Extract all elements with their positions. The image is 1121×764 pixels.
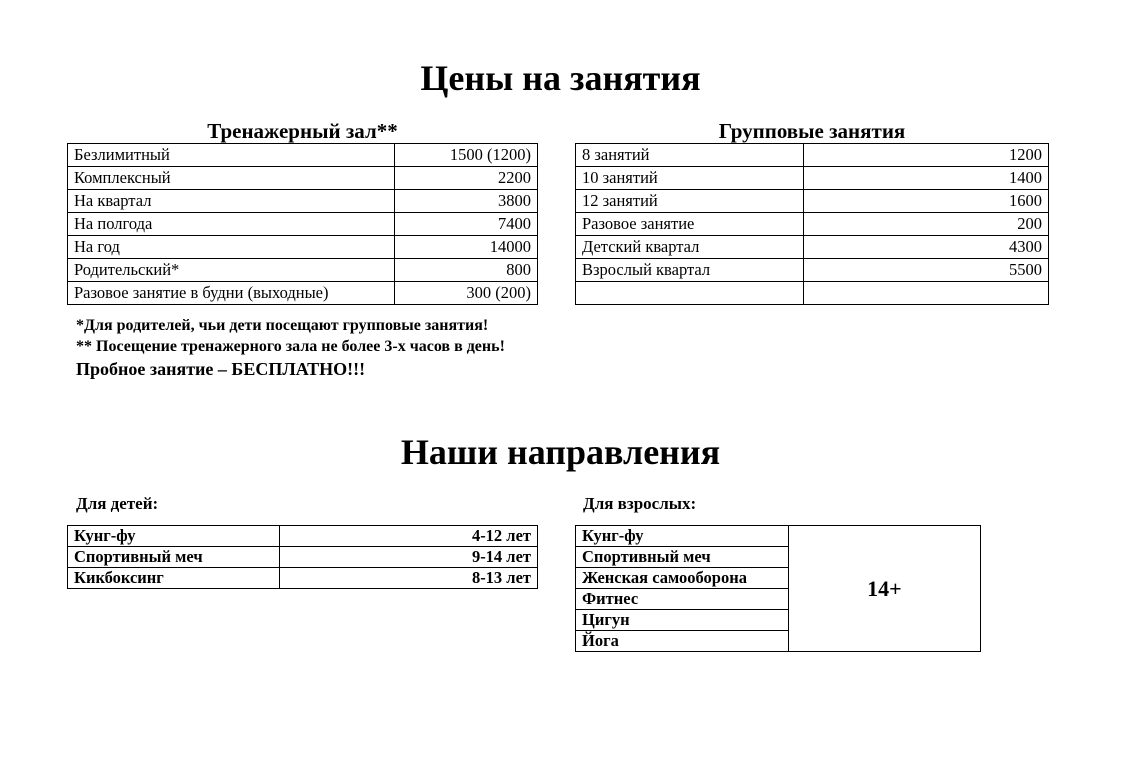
table-row xyxy=(68,259,538,282)
class-package-price: 1600 xyxy=(803,190,1048,213)
membership-name: На год xyxy=(68,236,395,259)
class-package-name: Разовое занятие xyxy=(576,213,804,236)
directions-title: Наши направления xyxy=(400,432,721,472)
adults-age: 14+ xyxy=(788,526,980,652)
table-row xyxy=(576,190,1049,213)
table-row xyxy=(576,144,1049,167)
membership-name: Безлимитный xyxy=(68,144,395,167)
direction-name: Кунг-фу xyxy=(576,526,789,547)
class-package-name: Взрослый квартал xyxy=(576,259,804,282)
direction-name: Фитнес xyxy=(576,589,789,610)
membership-price: 7400 xyxy=(395,213,538,236)
membership-name: Разовое занятие в будни (выходные) xyxy=(68,282,395,305)
table-row xyxy=(68,236,538,259)
membership-name: На квартал xyxy=(68,190,395,213)
table-row xyxy=(68,568,538,589)
class-package-name: 10 занятий xyxy=(576,167,804,190)
table-row xyxy=(576,213,1049,236)
kids-directions-table xyxy=(67,525,538,589)
table-row xyxy=(68,190,538,213)
class-package-name: 12 занятий xyxy=(576,190,804,213)
class-package-price: 4300 xyxy=(803,236,1048,259)
class-package-price xyxy=(803,282,1048,305)
direction-name: Йога xyxy=(576,631,789,652)
class-package-name: Детский квартал xyxy=(576,236,804,259)
adults-directions-table xyxy=(575,525,981,652)
membership-name: Родительский* xyxy=(68,259,395,282)
table-row xyxy=(68,547,538,568)
membership-price: 3800 xyxy=(395,190,538,213)
direction-name: Спортивный меч xyxy=(576,547,789,568)
membership-price: 1500 (1200) xyxy=(395,144,538,167)
age-range: 9-14 лет xyxy=(279,547,537,568)
membership-price: 800 xyxy=(395,259,538,282)
parents-note: *Для родителей, чьи дети посещают групповые занятия! xyxy=(76,317,489,334)
class-package-name xyxy=(576,282,804,305)
free-trial-note: Пробное занятие – БЕСПЛАТНО!!! xyxy=(76,359,366,379)
table-row xyxy=(68,167,538,190)
kids-heading: Для детей: xyxy=(76,494,159,513)
direction-name: Женская самооборона xyxy=(576,568,789,589)
class-package-price: 1200 xyxy=(803,144,1048,167)
age-range: 4-12 лет xyxy=(279,526,537,547)
group-title: Групповые занятия xyxy=(718,119,906,143)
table-row xyxy=(576,259,1049,282)
group-price-table xyxy=(575,143,1049,305)
table-row xyxy=(68,282,538,305)
gym-limit-note: ** Посещение тренажерного зала не более 3-х часов в день! xyxy=(76,338,505,355)
table-row xyxy=(576,236,1049,259)
gym-price-table xyxy=(67,143,538,305)
class-package-price: 200 xyxy=(803,213,1048,236)
direction-name: Спортивный меч xyxy=(68,547,280,568)
membership-price: 14000 xyxy=(395,236,538,259)
membership-price: 2200 xyxy=(395,167,538,190)
table-row xyxy=(68,526,538,547)
class-package-price: 1400 xyxy=(803,167,1048,190)
age-range: 8-13 лет xyxy=(279,568,537,589)
class-package-name: 8 занятий xyxy=(576,144,804,167)
table-row xyxy=(576,282,1049,305)
table-row xyxy=(68,213,538,236)
table-row xyxy=(68,144,538,167)
membership-name: На полгода xyxy=(68,213,395,236)
prices-title: Цены на занятия xyxy=(420,58,701,98)
adults-heading: Для взрослых: xyxy=(583,494,697,513)
membership-name: Комплексный xyxy=(68,167,395,190)
direction-name: Кунг-фу xyxy=(68,526,280,547)
table-row xyxy=(576,167,1049,190)
gym-title: Тренажерный зал** xyxy=(207,119,398,143)
membership-price: 300 (200) xyxy=(395,282,538,305)
direction-name: Цигун xyxy=(576,610,789,631)
class-package-price: 5500 xyxy=(803,259,1048,282)
direction-name: Кикбоксинг xyxy=(68,568,280,589)
table-row xyxy=(576,526,981,547)
